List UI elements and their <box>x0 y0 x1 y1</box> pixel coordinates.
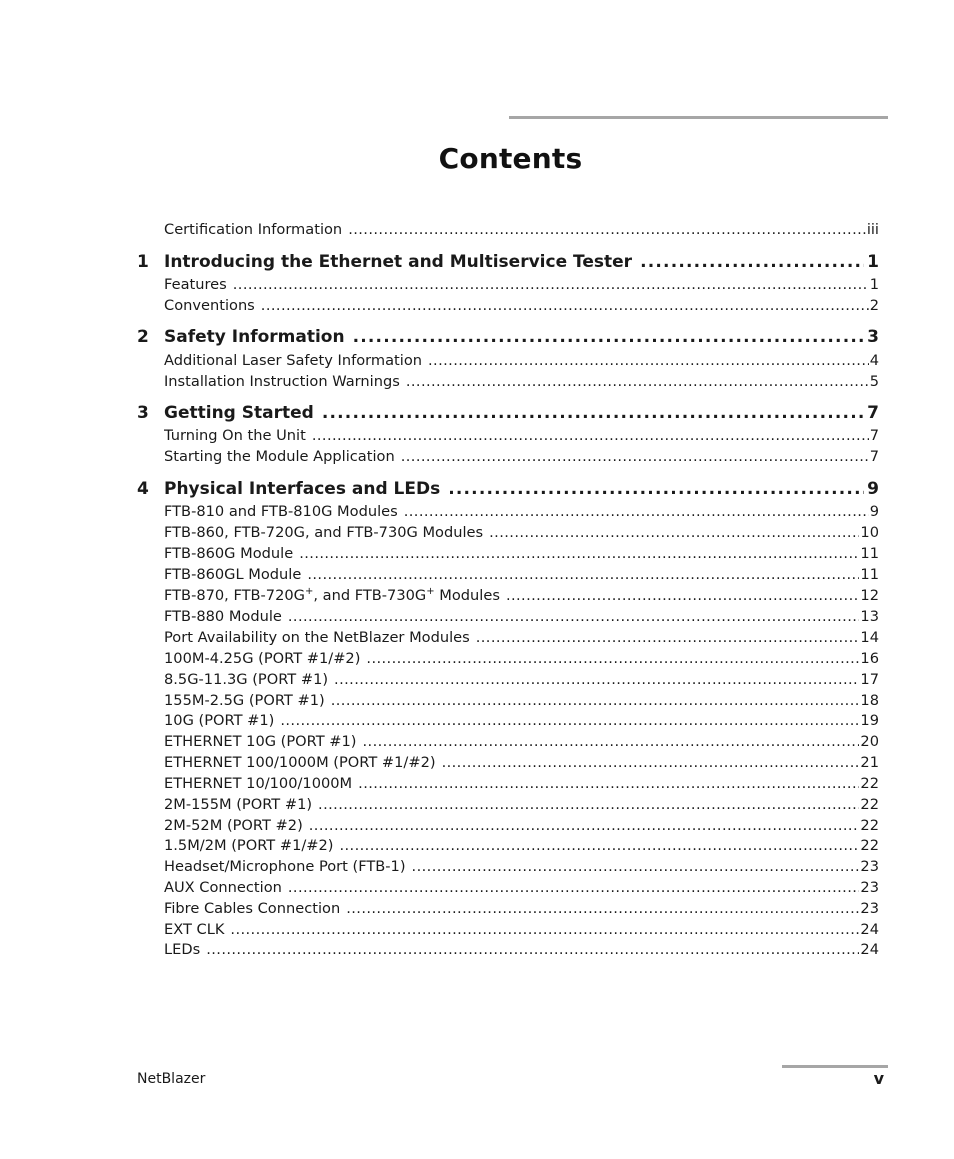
toc-entry[interactable] <box>164 544 879 564</box>
toc-chapter-2[interactable] <box>164 326 879 348</box>
toc-entry-title: FTB-860, FTB-720G, and FTB-730G Modules <box>164 524 484 541</box>
toc-entry-page: 9 <box>869 503 879 520</box>
toc-entry-page: 22 <box>860 817 879 834</box>
toc-entry[interactable] <box>164 920 879 940</box>
chapter-number: 2 <box>137 327 149 347</box>
dot-leader <box>366 649 859 669</box>
toc-entry-title: Installation Instruction Warnings <box>164 373 400 390</box>
chapter-number: 3 <box>137 403 149 423</box>
toc-entry-page: 20 <box>860 733 879 750</box>
toc-entry-title: 155M-2.5G (PORT #1) <box>164 692 325 709</box>
toc-entry-title: 100M-4.25G (PORT #1/#2) <box>164 650 361 667</box>
toc-entry-page: 14 <box>860 629 879 646</box>
dot-leader <box>339 836 859 856</box>
toc-entry-page: 23 <box>860 879 879 896</box>
toc-entry[interactable] <box>164 732 879 752</box>
toc-entry-title: Starting the Module Application <box>164 448 395 465</box>
dot-leader <box>334 670 859 690</box>
toc-entry[interactable] <box>164 711 879 731</box>
dot-leader <box>346 899 859 919</box>
toc-entry-title: Conventions <box>164 297 255 314</box>
dot-leader <box>428 351 869 371</box>
toc-chapter-title: Introducing the Ethernet and Multiservice Tester <box>164 252 633 272</box>
toc-chapter-page: 1 <box>867 252 879 272</box>
toc-entry[interactable] <box>164 296 879 316</box>
toc-entry-page: 2 <box>869 297 879 314</box>
toc-entry-title: AUX Connection <box>164 879 282 896</box>
toc-chapter-4[interactable] <box>164 478 879 500</box>
toc-entry-page: 4 <box>869 352 879 369</box>
toc-entry[interactable] <box>164 857 879 877</box>
toc-entry[interactable] <box>164 447 879 467</box>
toc-entry[interactable] <box>164 940 879 960</box>
toc-entry-page: 10 <box>860 524 879 541</box>
toc-entry-page: 11 <box>860 566 879 583</box>
toc-entry[interactable] <box>164 351 879 371</box>
toc-entry[interactable] <box>164 878 879 898</box>
toc-entry[interactable] <box>164 628 879 648</box>
toc-entry-title: EXT CLK <box>164 921 225 938</box>
toc-entry-title: 2M-52M (PORT #2) <box>164 817 303 834</box>
toc-entry-page: 19 <box>860 712 879 729</box>
toc-entry[interactable] <box>164 607 879 627</box>
toc-entry-page: 17 <box>860 671 879 688</box>
toc-entry[interactable] <box>164 670 879 690</box>
toc-entry-title: 2M-155M (PORT #1) <box>164 796 313 813</box>
dot-leader <box>506 586 859 606</box>
toc-entry-title: ETHERNET 10/100/1000M <box>164 775 353 792</box>
toc-entry[interactable] <box>164 774 879 794</box>
toc-entry-page: 22 <box>860 796 879 813</box>
toc-entry-page: 22 <box>860 837 879 854</box>
toc-entry-title: Fibre Cables Connection <box>164 900 341 917</box>
toc-entry-title: Additional Laser Safety Information <box>164 352 422 369</box>
toc-entry-title: Headset/Microphone Port (FTB-1) <box>164 858 406 875</box>
toc-entry-page: 24 <box>860 941 879 958</box>
toc-entry[interactable] <box>164 502 879 522</box>
toc-entry-title: ETHERNET 10G (PORT #1) <box>164 733 357 750</box>
toc-chapter-title: Getting Started <box>164 403 314 423</box>
header-rule <box>509 116 888 119</box>
dot-leader <box>489 523 859 543</box>
toc-entry-certification[interactable] <box>164 220 879 240</box>
toc-entry[interactable] <box>164 523 879 543</box>
toc-entry-page: 11 <box>860 545 879 562</box>
dot-leader <box>318 795 859 815</box>
toc-entry-page: 1 <box>869 276 879 293</box>
toc-chapter-title: Physical Interfaces and LEDs <box>164 479 441 499</box>
footer-page-number: v <box>873 1069 884 1088</box>
toc-entry-page: 24 <box>860 921 879 938</box>
toc-entry-title: FTB-870, FTB-720G+, and FTB-730G+ Modules <box>164 586 500 604</box>
toc-entry-title: 1.5M/2M (PORT #1/#2) <box>164 837 334 854</box>
toc-entry-title: Turning On the Unit <box>164 427 306 444</box>
toc-chapter-page: 9 <box>867 479 879 499</box>
toc-entry-page: 18 <box>860 692 879 709</box>
toc-entry-title: ETHERNET 100/1000M (PORT #1/#2) <box>164 754 436 771</box>
toc-entry[interactable] <box>164 649 879 669</box>
toc-entry[interactable] <box>164 836 879 856</box>
dot-leader <box>331 691 860 711</box>
toc-entry[interactable] <box>164 586 879 606</box>
toc-chapter-1[interactable] <box>164 251 879 273</box>
toc-entry[interactable] <box>164 816 879 836</box>
dot-leader <box>307 565 859 585</box>
dot-leader <box>353 326 865 348</box>
page-title: Contents <box>438 142 583 175</box>
dot-leader <box>442 753 860 773</box>
dot-leader <box>404 502 869 522</box>
toc-chapter-page: 7 <box>867 403 879 423</box>
dot-leader <box>233 275 869 295</box>
toc-entry-page: 23 <box>860 858 879 875</box>
toc-entry-page: 13 <box>860 608 879 625</box>
toc-chapter-3[interactable] <box>164 402 879 424</box>
dot-leader <box>230 920 859 940</box>
toc-entry-page: 7 <box>869 427 879 444</box>
toc-entry[interactable] <box>164 565 879 585</box>
toc-entry-page: 21 <box>860 754 879 771</box>
dot-leader <box>363 732 860 752</box>
footer-product-name: NetBlazer <box>137 1071 206 1087</box>
toc-entry-page: 7 <box>869 448 879 465</box>
dot-leader <box>476 628 860 648</box>
dot-leader <box>312 426 869 446</box>
dot-leader <box>288 878 860 898</box>
dot-leader <box>640 251 864 273</box>
dot-leader <box>412 857 860 877</box>
dot-leader <box>299 544 859 564</box>
dot-leader <box>280 711 859 731</box>
dot-leader <box>358 774 859 794</box>
dot-leader <box>406 372 869 392</box>
toc-entry[interactable] <box>164 795 879 815</box>
toc-entry[interactable] <box>164 426 879 446</box>
dot-leader <box>309 816 860 836</box>
dot-leader <box>322 402 864 424</box>
toc-entry-title: FTB-860GL Module <box>164 566 302 583</box>
toc-entry[interactable] <box>164 372 879 392</box>
toc-entry-page: 16 <box>860 650 879 667</box>
toc-entry-title: FTB-810 and FTB-810G Modules <box>164 503 398 520</box>
toc-entry-title: Features <box>164 276 227 293</box>
footer-rule <box>782 1065 888 1068</box>
toc-entry-page: 12 <box>860 587 879 604</box>
toc-entry-page: iii <box>866 221 879 238</box>
dot-leader <box>206 940 859 960</box>
toc-entry-title: Certification Information <box>164 221 343 238</box>
toc-chapter-title: Safety Information <box>164 327 345 347</box>
chapter-number: 4 <box>137 479 149 499</box>
toc-entry-title: 10G (PORT #1) <box>164 712 275 729</box>
dot-leader <box>348 220 866 240</box>
toc-entry[interactable] <box>164 899 879 919</box>
toc-entry[interactable] <box>164 275 879 295</box>
toc-entry-page: 22 <box>860 775 879 792</box>
toc-entry-page: 23 <box>860 900 879 917</box>
dot-leader <box>401 447 869 467</box>
toc-entry-page: 5 <box>869 373 879 390</box>
toc-chapter-page: 3 <box>867 327 879 347</box>
dot-leader <box>288 607 860 627</box>
dot-leader <box>261 296 869 316</box>
toc-entry-title: LEDs <box>164 941 201 958</box>
toc-entry-title: FTB-860G Module <box>164 545 294 562</box>
toc-entry-title: Port Availability on the NetBlazer Modules <box>164 629 470 646</box>
chapter-number: 1 <box>137 252 149 272</box>
toc-entry[interactable] <box>164 691 879 711</box>
toc-entry-title: FTB-880 Module <box>164 608 282 625</box>
toc-entry[interactable] <box>164 753 879 773</box>
dot-leader <box>448 478 864 500</box>
toc-entry-title: 8.5G-11.3G (PORT #1) <box>164 671 329 688</box>
